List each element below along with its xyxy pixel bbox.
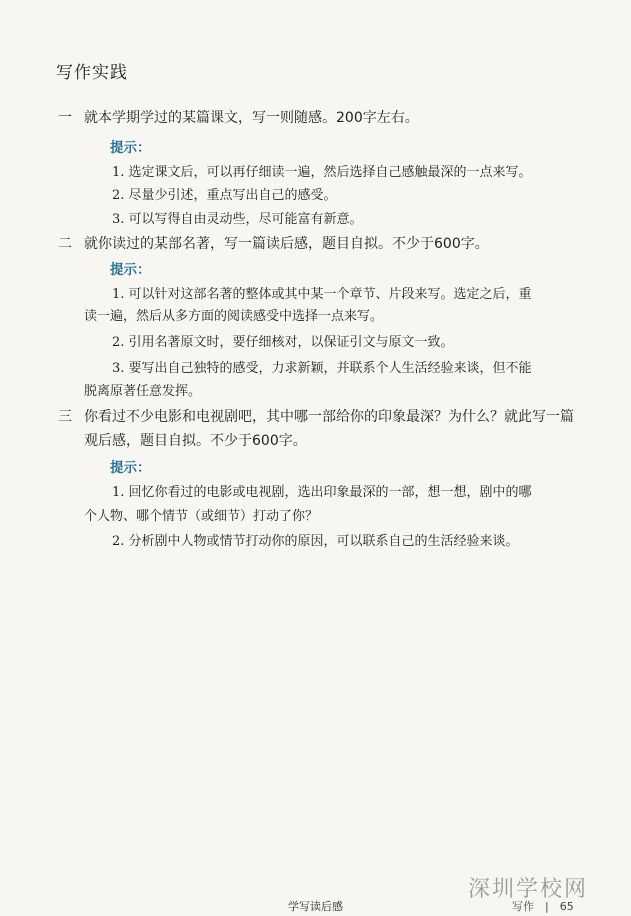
footer-title: 学写读后感 — [288, 900, 343, 913]
page-number: 写作 | 65 — [512, 900, 574, 913]
tip-line: 2. 分析剧中人物或情节打动你的原因，可以联系自己的生活经验来谈。 — [112, 534, 519, 549]
tip-label: 提示： — [110, 262, 151, 278]
item-number: 一 — [58, 110, 72, 126]
tip-line: 1. 可以针对这部名著的整体或其中某一个章节、片段来写。选定之后，重 — [112, 287, 532, 302]
watermark: 深圳学校网 — [468, 877, 589, 902]
tip-line: 3. 要写出自己独特的感受，力求新颖，并联系个人生活经验来谈，但不能 — [112, 361, 532, 376]
tip-line: 1. 选定课文后，可以再仔细读一遍，然后选择自己感触最深的一点来写。 — [112, 165, 532, 180]
item-prompt: 观后感，题目自拟。不少于600字。 — [84, 433, 307, 449]
tip-line: 2. 尽量少引述，重点写出自己的感受。 — [112, 188, 337, 203]
tip-line: 3. 可以写得自由灵动些，尽可能富有新意。 — [112, 212, 363, 227]
tip-line: 读一遍，然后从多方面的阅读感受中选择一点来写。 — [84, 309, 384, 324]
tip-label: 提示： — [110, 140, 151, 156]
item-prompt: 就本学期学过的某篇课文，写一则随感。200字左右。 — [84, 110, 419, 126]
tip-line: 1. 回忆你看过的电影或电视剧，选出印象最深的一部，想一想，剧中的哪 — [112, 485, 532, 500]
tip-line: 2. 引用名著原文时，要仔细核对，以保证引文与原文一致。 — [112, 335, 454, 350]
item-number: 二 — [58, 236, 72, 252]
item-number: 三 — [58, 409, 72, 425]
tip-line: 脱离原著任意发挥。 — [84, 384, 202, 399]
tip-label: 提示： — [110, 460, 151, 476]
item-prompt: 你看过不少电影和电视剧吧，其中哪一部给你的印象最深？为什么？就此写一篇 — [84, 409, 574, 425]
item-prompt: 就你读过的某部名著，写一篇读后感，题目自拟。不少于600字。 — [84, 236, 489, 252]
section-title: 写作实践 — [56, 63, 128, 83]
tip-line: 个人物、哪个情节（或细节）打动了你？ — [84, 509, 319, 524]
